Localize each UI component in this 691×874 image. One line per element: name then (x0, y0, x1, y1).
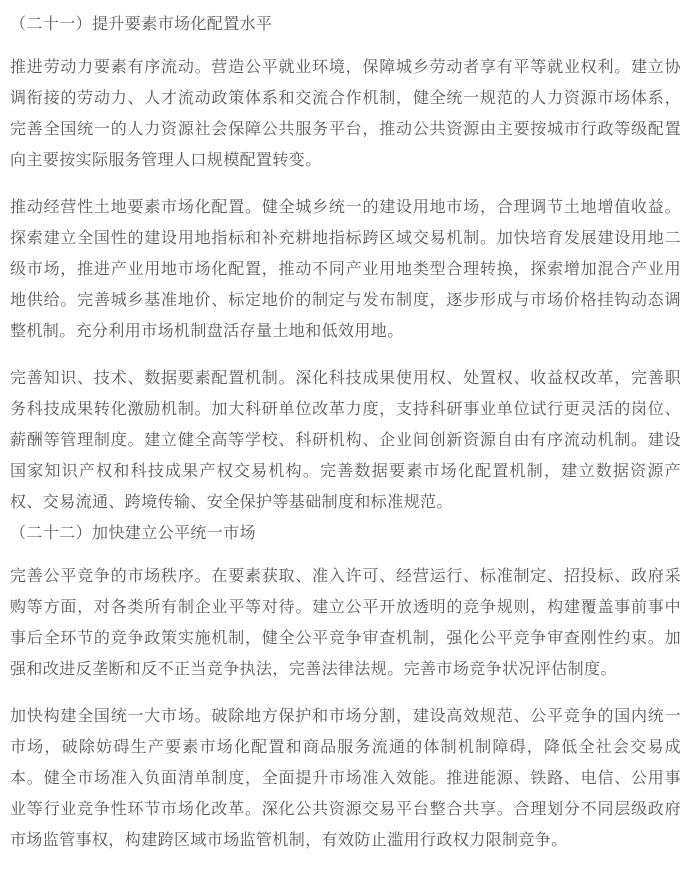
section-22 (10, 518, 681, 856)
section-heading: （二十二）加快建立公平统一市场 (10, 525, 257, 542)
paragraph: 推动经营性土地要素市场化配置。健全城乡统一的建设用地市场，合理调节土地增值收益。探索建立全国性的建设用地指标和补充耕地指标跨区域交易机制。加快培育发展建设用地二级市场，推进产业用地市场化配置，推动不同产业用地类型合理转换，探索增加混合产业用地供给。完善城乡基准地价、标定地价的制定与发布制度，逐步形成与市场价格挂钩动态调整机制。充分利用市场机制盘活存量土地和低效用地。 (10, 199, 681, 340)
paragraph: 加快构建全国统一大市场。破除地方保护和市场分割，建设高效规范、公平竞争的国内统一市场，破除妨碍生产要素市场化配置和商品服务流通的体制机制障碍，降低全社会交易成本。健全市场准入负面清单制度，全面提升市场准入效能。推进能源、铁路、电信、公用事业等行业竞争性环节市场化改革。深化公共资源交易平台整合共享。合理划分不同层级政府市场监管事权，构建跨区域市场监管机制，有效防止滥用行政权力限制竞争。 (10, 708, 681, 849)
paragraph: 完善知识、技术、数据要素配置机制。深化科技成果使用权、处置权、收益权改革，完善职务科技成果转化激励机制。加大科研单位改革力度，支持科研事业单位试行更灵活的岗位、薪酬等管理制度。建立健全高等学校、科研机构、企业间创新资源自由有序流动机制。建设国家知识产权和科技成果产权交易机构。完善数据要素市场化配置机制，建立数据资源产权、交易流通、跨境传输、安全保护等基础制度和标准规范。 (10, 370, 681, 511)
section-heading: （二十一）提升要素市场化配置水平 (10, 16, 273, 33)
paragraph: 完善公平竞争的市场秩序。在要素获取、准入许可、经营运行、标准制定、招投标、政府采购等方面，对各类所有制企业平等对待。建立公平开放透明的竞争规则，构建覆盖事前事中事后全环节的竞争政策实施机制，健全公平竞争审查机制，强化公平竞争审查刚性约束。加强和改进反垄断和反不正当竞争执法，完善法律法规。完善市场竞争状况评估制度。 (10, 568, 681, 678)
paragraph: 推进劳动力要素有序流动。营造公平就业环境，保障城乡劳动者享有平等就业权利。建立协调衔接的劳动力、人才流动政策体系和交流合作机制，健全统一规范的人力资源市场体系，完善全国统一的人力资源社会保障公共服务平台，推动公共资源由主要按城市行政等级配置向主要按实际服务管理人口规模配置转变。 (10, 59, 681, 169)
section-21 (10, 9, 681, 518)
